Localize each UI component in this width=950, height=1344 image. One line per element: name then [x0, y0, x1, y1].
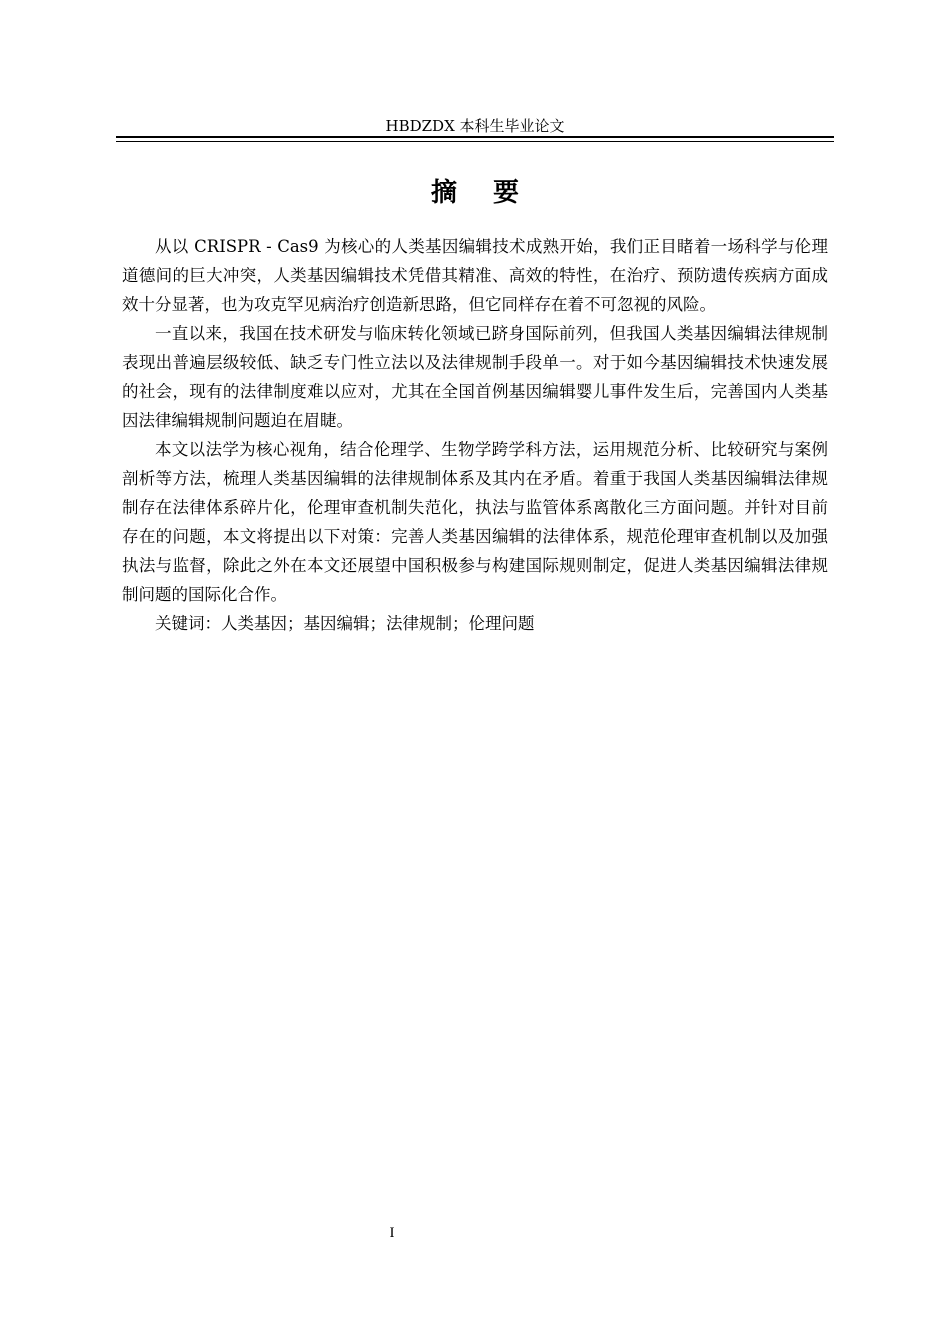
keywords-label: 关键词：: [155, 614, 221, 633]
header-rule-thin: [116, 141, 834, 142]
abstract-title-char-1: 摘: [430, 178, 457, 208]
header-rule-thick: [116, 136, 834, 138]
keywords-line: [122, 609, 828, 638]
abstract-paragraph-3: 本文以法学为核心视角，结合伦理学、生物学跨学科方法，运用规范分析、比较研究与案例剖析等方法，梳理人类基因编辑的法律规制体系及其内在矛盾。着重于我国人类基因编辑法律规制存在法律体系碎片化，伦理审查机制失范化，执法与监管体系离散化三方面问题。并针对目前存在的问题，本文将提出以下对策：完善人类基因编辑的法律体系，规范伦理审查机制以及加强执法与监督，除此之外在本文还展望中国积极参与构建国际规则制定，促进人类基因编辑法律规制问题的国际化合作。: [122, 440, 828, 604]
keywords-items: 人类基因；基因编辑；法律规制；伦理问题: [221, 614, 535, 633]
abstract-paragraph-2: 一直以来，我国在技术研发与临床转化领域已跻身国际前列，但我国人类基因编辑法律规制表现出普遍层级较低、缺乏专门性立法以及法律规制手段单一。对于如今基因编辑技术快速发展的社会，现有的法律制度难以应对，尤其在全国首例基因编辑婴儿事件发生后，完善国内人类基因法律编辑规制问题迫在眉睫。: [122, 324, 828, 430]
page-number: I: [389, 1225, 395, 1241]
page-header: HBDZDX 本科生毕业论文: [385, 117, 565, 135]
abstract-title-char-2: 要: [493, 178, 520, 208]
abstract-title: [116, 176, 834, 210]
abstract-body: [122, 232, 828, 638]
abstract-paragraph-1: 从以 CRISPR - Cas9 为核心的人类基因编辑技术成熟开始，我们正目睹着一场科学与伦理道德间的巨大冲突，人类基因编辑技术凭借其精准、高效的特性，在治疗、预防遗传疾病方面成效十分显著，也为攻克罕见病治疗创造新思路，但它同样存在着不可忽视的风险。: [122, 237, 828, 314]
